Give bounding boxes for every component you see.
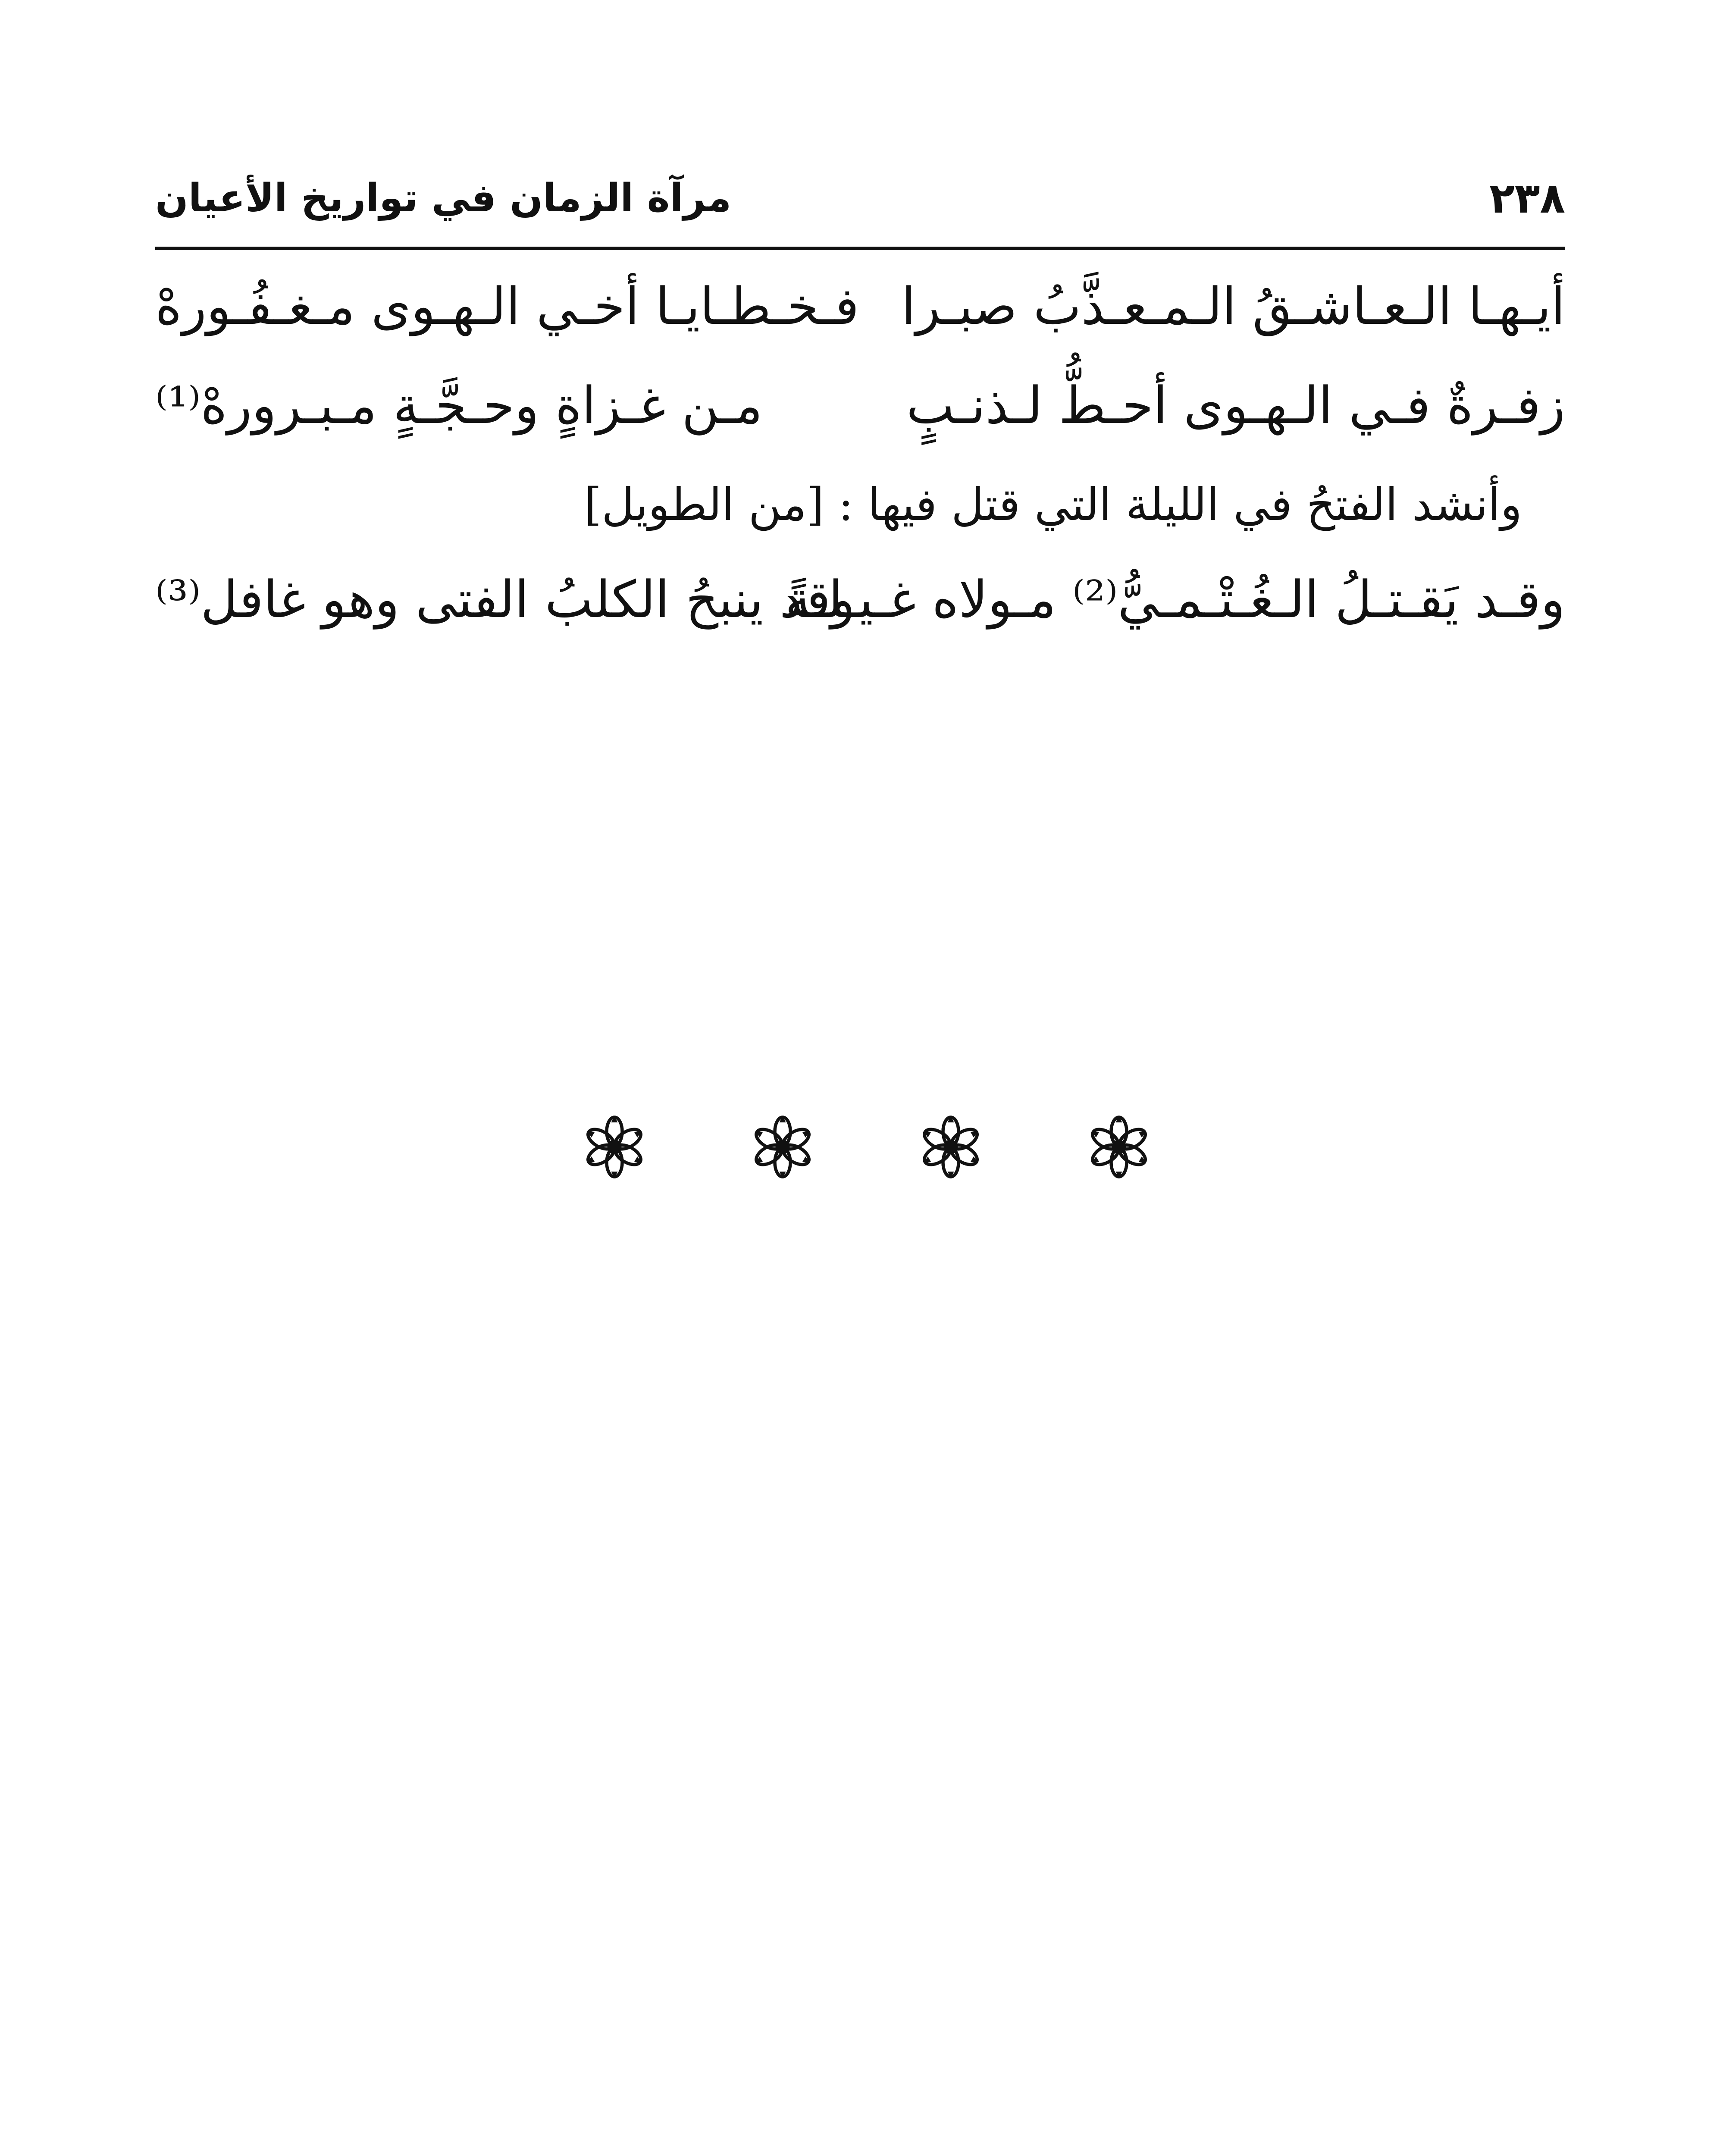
first-hemistich: أيـهـا الـعـاشـقُ الـمـعـذَّبُ صبـرا	[901, 276, 1565, 336]
second-hemistich: مـن غـزاةٍ وحـجَّـةٍ مـبـرورهْ⁽¹⁾	[155, 376, 763, 435]
verse-line	[155, 552, 1565, 647]
header-divider	[155, 247, 1565, 250]
flower-ornament-icon	[582, 1115, 647, 1179]
page-number: ٢٣٨	[1489, 174, 1565, 222]
flower-ornament-icon	[1087, 1115, 1151, 1179]
second-hemistich: وقد ينبحُ الكلبُ الفتى وهو غافل⁽³⁾	[155, 570, 855, 629]
running-title: مرآة الزمان في تواريخ الأعيان	[155, 175, 732, 221]
page-header	[155, 168, 1565, 229]
flower-ornament-icon	[750, 1115, 815, 1179]
verse-line	[155, 358, 1565, 453]
first-hemistich: وقـد يَقـتـلُ الـغُـتْـمـيُّ⁽²⁾ مـولاه غـيـلـةً	[785, 570, 1565, 629]
second-hemistich: فـخـطـايـا أخـي الـهـوى مـغـفُـورهْ	[155, 276, 859, 336]
prose-introduction: وأنشد الفتحُ في الليلة التي قتل فيها : [من الطويل]	[584, 478, 1522, 531]
first-hemistich: زفـرةٌ فـي الـهـوى أحـطُّ لـذنـبٍ	[906, 376, 1565, 435]
verse-line	[155, 259, 1565, 354]
section-divider	[582, 1104, 1151, 1190]
flower-ornament-icon	[918, 1115, 983, 1179]
